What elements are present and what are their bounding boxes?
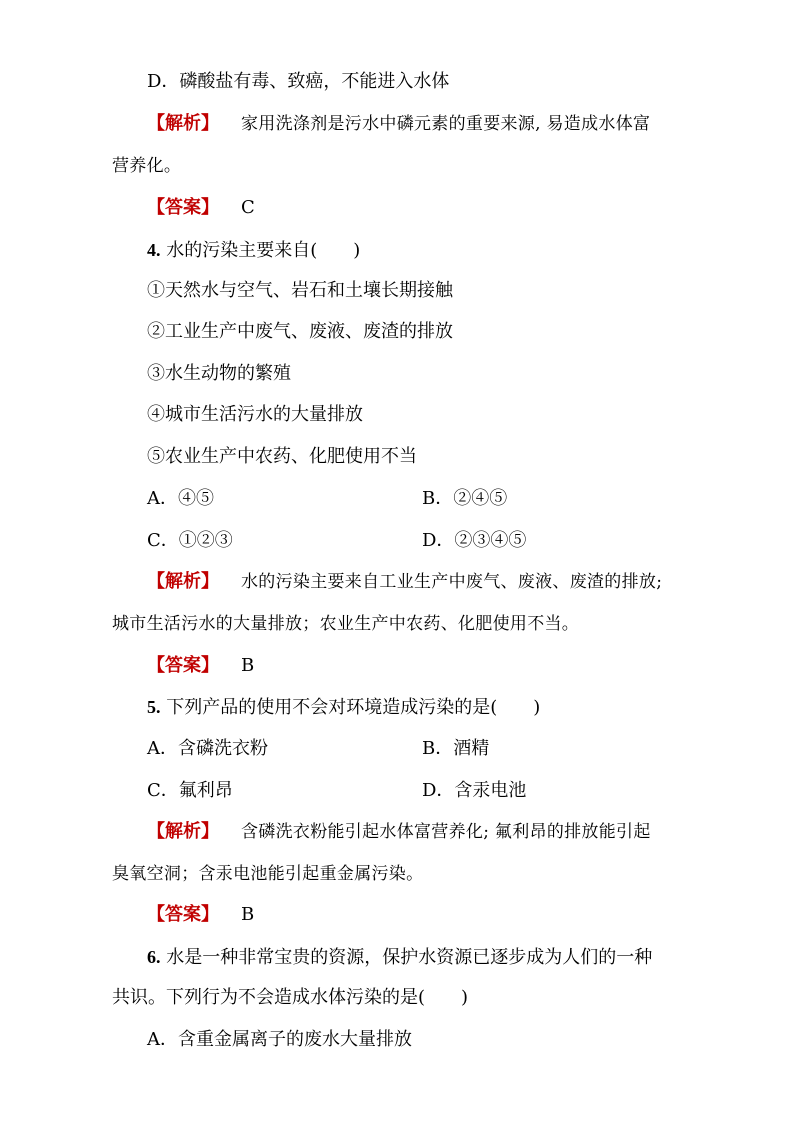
q5-analysis-cont: 臭氧空洞；含汞电池能引起重金属污染。	[112, 864, 424, 884]
analysis-tag: 【解析】	[147, 571, 219, 592]
answer-tag: 【答案】	[147, 904, 219, 925]
q4-analysis-cont: 城市生活污水的大量排放；农业生产中农药、化肥使用不当。	[112, 614, 580, 634]
q5-stem	[147, 695, 540, 720]
q5-option-d: D．含汞电池	[422, 780, 527, 801]
q3-analysis-cont: 营养化。	[112, 156, 182, 176]
question-text: 水是一种非常宝贵的资源，保护水资源已逐步成为人们的一种	[166, 947, 653, 968]
analysis-tag: 【解析】	[147, 821, 219, 842]
q3-analysis	[147, 112, 650, 136]
q5-option-a: A．含磷洗衣粉	[147, 738, 268, 759]
q4-item-5: ⑤农业生产中农药、化肥使用不当	[147, 446, 417, 467]
q4-option-a: A．④⑤	[147, 488, 214, 509]
question-number: 6.	[147, 947, 161, 967]
analysis-text: 家用洗涤剂是污水中磷元素的重要来源, 易造成水体富	[241, 114, 651, 134]
question-number: 4.	[147, 240, 161, 260]
q6-stem	[147, 945, 652, 970]
question-number: 5.	[147, 697, 161, 717]
q5-answer	[147, 903, 254, 927]
q4-option-c: C．①②③	[147, 530, 233, 551]
q3-answer	[147, 196, 255, 220]
q5-option-b: B．酒精	[422, 738, 490, 759]
answer-value: C	[241, 197, 255, 218]
q4-option-d: D．②③④⑤	[422, 530, 527, 551]
q3-option-d: D．磷酸盐有毒、致癌，不能进入水体	[147, 71, 450, 92]
q5-analysis	[147, 820, 651, 844]
answer-tag: 【答案】	[147, 655, 219, 676]
q4-analysis	[147, 570, 662, 594]
question-text: 水的污染主要来自( )	[166, 240, 361, 261]
q4-item-3: ③水生动物的繁殖	[147, 363, 291, 384]
q4-item-4: ④城市生活污水的大量排放	[147, 404, 363, 425]
answer-value: B	[241, 904, 255, 925]
analysis-text: 水的污染主要来自工业生产中废气、废液、废渣的排放;	[241, 572, 663, 592]
q4-option-b: B．②④⑤	[422, 488, 508, 509]
q6-option-a: A．含重金属离子的废水大量排放	[147, 1029, 412, 1050]
q4-stem	[147, 238, 360, 263]
q4-item-1: ①天然水与空气、岩石和土壤长期接触	[147, 280, 453, 301]
q4-answer	[147, 654, 254, 678]
q4-item-2: ②工业生产中废气、废液、废渣的排放	[147, 321, 453, 342]
question-text: 下列产品的使用不会对环境造成污染的是( )	[166, 697, 541, 718]
analysis-text: 含磷洗衣粉能引起水体富营养化; 氟利昂的排放能引起	[241, 822, 651, 842]
q5-option-c: C．氟利昂	[147, 780, 233, 801]
answer-tag: 【答案】	[147, 197, 219, 218]
answer-value: B	[241, 655, 255, 676]
q6-stem-cont: 共识。下列行为不会造成水体污染的是( )	[112, 987, 469, 1008]
analysis-tag: 【解析】	[147, 113, 219, 134]
